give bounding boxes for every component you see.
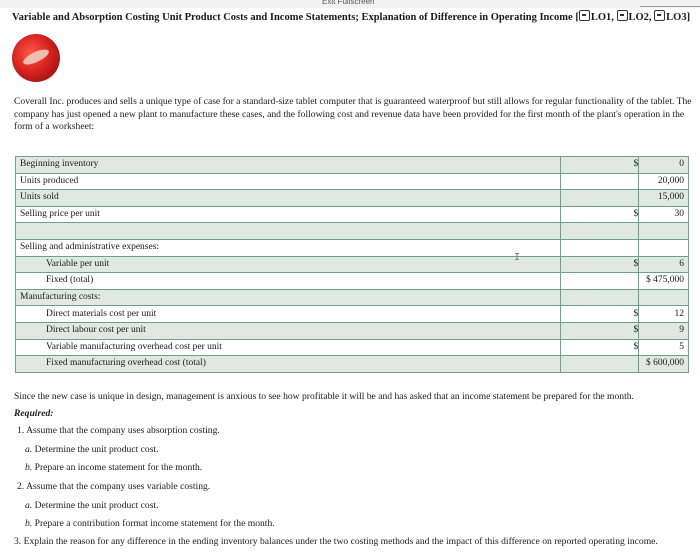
row-value: [639, 239, 689, 256]
row-label: Direct materials cost per unit: [16, 306, 561, 323]
row-currency: $: [561, 157, 639, 174]
row-currency: $: [561, 322, 639, 339]
case-product-image: [12, 34, 60, 82]
requirement-3: 3. Explain the reason for any difference in the ending inventory balances under the two costing methods and the impact of this difference on reported operating income.: [14, 536, 658, 547]
row-label: Units sold: [16, 190, 561, 207]
row-currency: [561, 239, 639, 256]
table-row: [16, 173, 689, 190]
exit-fullscreen-link[interactable]: Exit Fullscreen: [322, 0, 375, 6]
row-label: Variable manufacturing overhead cost per unit: [16, 339, 561, 356]
lo-link-3[interactable]: LO3: [654, 10, 686, 23]
row-currency: [561, 173, 639, 190]
table-row: [16, 289, 689, 306]
row-currency: [561, 190, 639, 207]
row-currency: $: [561, 256, 639, 273]
row-currency: $: [561, 339, 639, 356]
requirement-2: 2. Assume that the company uses variable costing.: [17, 481, 211, 492]
table-row: [16, 256, 689, 273]
lo-bracket-open: [: [575, 12, 579, 23]
text-cursor-icon: I: [514, 252, 521, 263]
table-row-spacer: [16, 223, 689, 240]
worksheet-table: [15, 156, 689, 373]
requirement-1: 1. Assume that the company uses absorption costing.: [17, 425, 220, 436]
row-currency: [561, 273, 639, 290]
row-currency: $: [561, 306, 639, 323]
row-label: Selling and administrative expenses:: [16, 239, 561, 256]
table-row: [16, 306, 689, 323]
learning-objective-icon: [654, 10, 665, 21]
table-row: [16, 239, 689, 256]
required-heading: Required:: [14, 408, 54, 419]
title-text: Variable and Absorption Costing Unit Product Costs and Income Statements; Explanation of Difference in Operating Income: [12, 12, 573, 23]
row-value: 5: [639, 339, 689, 356]
divider: [640, 6, 700, 7]
row-value: 0: [639, 157, 689, 174]
row-label: Variable per unit: [16, 256, 561, 273]
table-row: [16, 190, 689, 207]
row-value: 20,000: [639, 173, 689, 190]
row-label: Manufacturing costs:: [16, 289, 561, 306]
row-label: Fixed manufacturing overhead cost (total): [16, 356, 561, 373]
row-currency: $: [561, 206, 639, 223]
requirement-1a: a. Determine the unit product cost.: [25, 444, 159, 455]
row-label: Direct labour cost per unit: [16, 322, 561, 339]
row-currency: [561, 356, 639, 373]
learning-objective-icon: [579, 10, 590, 21]
lo-link-1[interactable]: LO1,: [579, 10, 614, 23]
row-value: $ 475,000: [639, 273, 689, 290]
table-row: [16, 273, 689, 290]
row-value: 15,000: [639, 190, 689, 207]
row-label: Beginning inventory: [16, 157, 561, 174]
row-value: 12: [639, 306, 689, 323]
table-row: [16, 206, 689, 223]
row-label: Fixed (total): [16, 273, 561, 290]
row-value: 6: [639, 256, 689, 273]
table-row: [16, 339, 689, 356]
row-value: [639, 289, 689, 306]
lo-bracket-close: ]: [686, 12, 691, 23]
row-label: Selling price per unit: [16, 206, 561, 223]
requirement-1b: b. Prepare an income statement for the month.: [25, 462, 203, 473]
requirement-2b: b. Prepare a contribution format income statement for the month.: [25, 518, 275, 529]
requirement-2a: a. Determine the unit product cost.: [25, 500, 159, 511]
after-table-paragraph: Since the new case is unique in design, management is anxious to see how profitable it will be and has asked that an income statement be prepared for the month.: [14, 391, 634, 402]
learning-objective-icon: [617, 10, 628, 21]
table-row: [16, 157, 689, 174]
intro-paragraph: Coverall Inc. produces and sells a unique type of case for a standard-size tablet computer that is guaranteed waterproof but still allows for regular functionality of the tablet. The company has just opened a new plant to manufacture these cases, and the following cost and revenue data have been provided for the first month of the plant's operation in the form of a worksheet:: [14, 96, 692, 132]
lo-link-2[interactable]: LO2,: [617, 10, 652, 23]
row-value: 9: [639, 322, 689, 339]
row-currency: [561, 289, 639, 306]
table-row: [16, 322, 689, 339]
row-value: $ 600,000: [639, 356, 689, 373]
table-row: [16, 356, 689, 373]
page-title: [12, 10, 690, 23]
row-label: Units produced: [16, 173, 561, 190]
row-value: 30: [639, 206, 689, 223]
